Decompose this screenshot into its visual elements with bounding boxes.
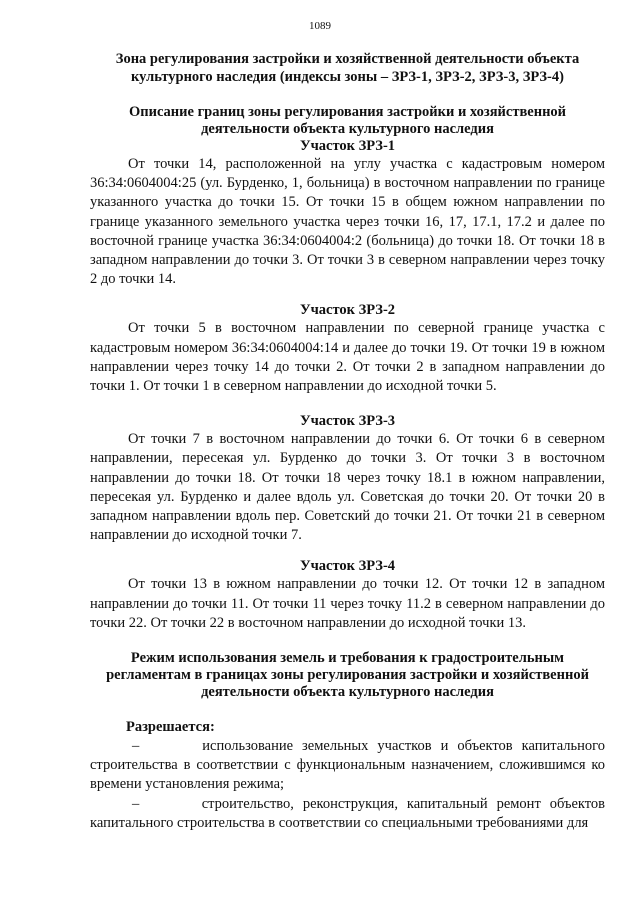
list-item-text: строительство, реконструкция, капитальный ремонт объектов капитального строительства в соответствии со специальными требованиями для (90, 795, 605, 831)
section-title-zrz-3: Участок ЗРЗ-3 (299, 413, 396, 430)
regime-heading: Режим использования земель и требования к градостроительным регламентам в границах зоны регулирования застройки и хозяйственной деятельности объекта культурного наследия (106, 650, 589, 701)
section-text-zrz-3: От точки 7 в восточном направлении до точки 6. От точки 6 в северном направлении, пересекая ул. Бурденко до точки 3. От точки 3 в восточном направлении до точки 18. От точки 18 через точку 18.1 в южном направлении, пересекая ул. Бурденко и далее вдоль ул. Советская до точки 20. От точки 20 в западном направлении вдоль пер. Советский до точки 21. От точки 21 в северном направлении до исходной точки 7. (90, 431, 605, 544)
list-dash: – (132, 738, 140, 755)
document-body (90, 50, 605, 833)
page-number: 1089 (309, 20, 331, 32)
section-text-zrz-2: От точки 5 в восточном направлении по северной границе участка с кадастровым номером 36:34:0604004:14 и далее до точки 19. От точки 19 в южном направлении через точку 14 до точки 2. От точки 2 в западном направлении до точки 1. От точки 1 в северном направлении до исходной точки 5. (90, 320, 605, 395)
document-title: Зона регулирования застройки и хозяйственной деятельности объекта культурного наследия (индексы зоны – ЗРЗ-1, ЗРЗ-2, ЗРЗ-3, ЗРЗ-4) (115, 51, 580, 85)
section-title-zrz-2: Участок ЗРЗ-2 (299, 302, 396, 319)
boundaries-heading: Описание границ зоны регулирования застройки и хозяйственной деятельности объекта культурного наследия (128, 104, 567, 137)
list-dash: – (132, 795, 140, 812)
section-text-zrz-4: От точки 13 в южном направлении до точки 12. От точки 12 в западном направлении до точки 11. От точки 11 через точку 11.2 в северном направлении до точки 22. От точки 22 в восточном направлении до исходной точки 13. (90, 576, 605, 631)
allowed-label: Разрешается: (126, 719, 215, 736)
list-item-text: использование земельных участков и объектов капитального строительства в соответствии с функциональным назначением, сложившимся ко времени установления режима; (90, 738, 605, 793)
list-item (90, 737, 605, 795)
section-text-zrz-1: От точки 14, расположенной на углу участка с кадастровым номером 36:34:0604004:25 (ул. Бурденко, 1, больница) в восточном направлении по границе указанного участка до точки 15. От точки 15 в общем южном направлении по границе указанного земельного участка через точки 16, 17, 17.1, 17.2 и далее по восточной границе участка 36:34:0604004:2 (больница) до точки 18. От точки 18 в западном направлении до точки 3. От точки 3 в северном направлении через точку 2 до точки 14. (90, 156, 605, 288)
section-title-zrz-1: Участок ЗРЗ-1 (299, 138, 396, 154)
section-title-zrz-4: Участок ЗРЗ-4 (299, 558, 396, 575)
list-item (90, 795, 605, 833)
